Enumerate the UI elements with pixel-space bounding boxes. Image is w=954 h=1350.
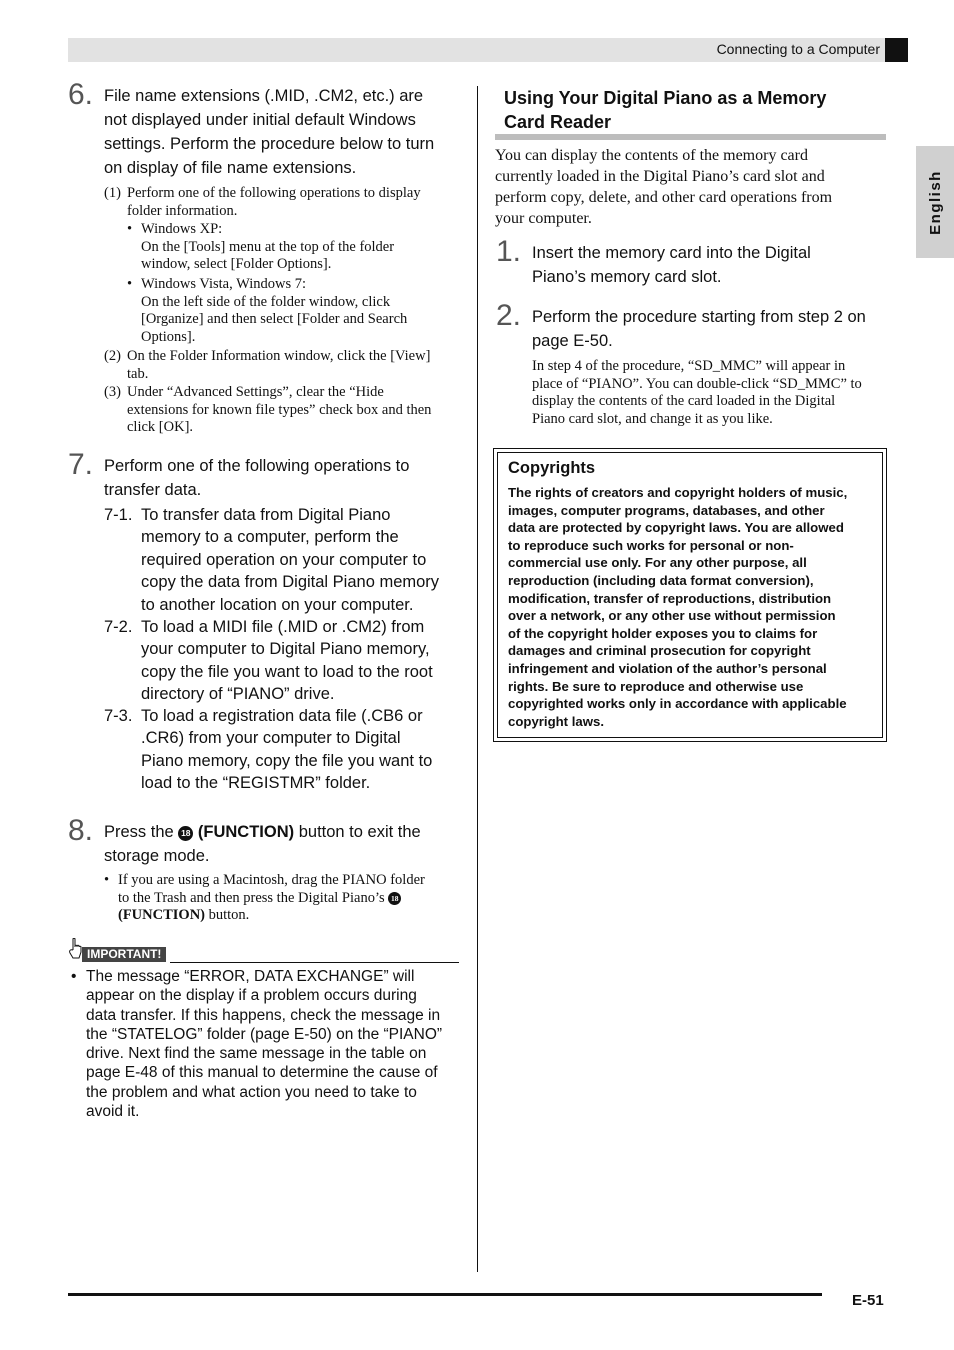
item-7-3-number: 7-3. (104, 707, 133, 725)
footer-rule (68, 1293, 822, 1296)
step-1-number: 1. (496, 235, 522, 268)
item-7-2-text: To load a MIDI file (.MID or .CM2) from your computer to Digital Piano memory, copy the file you want to load to the root directory of “PIANO” drive. (141, 618, 433, 704)
substep-2-number: (2) (104, 348, 121, 364)
important-message: The message “ERROR, DATA EXCHANGE” will appear on the display if a problem occurs during data transfer. If this happens, check the message in the “STATELOG” folder (page E-50) on the “PIANO” drive. Next find the same message in the table on page E-48 of this manual to determine the cause of the problem and what action you need to take to avoid it. (86, 968, 443, 1121)
step-6-text (104, 84, 464, 180)
header-title: Connecting to a Computer (716, 41, 880, 57)
substep-3-text: Under “Advanced Settings”, clear the “Hide extensions for known file types” check box and then click [OK]. (127, 384, 432, 435)
item-7-3-text: To load a registration data file (.CB6 or .CR6) from your computer to Digital Piano memory, copy the file you want to load to the “REGISTMR” folder. (141, 707, 433, 793)
step-8-text: Press the 18 (FUNCTION) button to exit the storage mode. (104, 823, 421, 865)
step-2-text: Perform the procedure starting from step 2 on page E-50. (532, 308, 866, 350)
step-2-note: In step 4 of the procedure, “SD_MMC” will appear in place of “PIANO”. You can double-click “SD_MMC” to display the contents of the card loaded in the Digital Piano card slot, and change it as you like. (532, 358, 862, 427)
substep-3-number: (3) (104, 384, 121, 400)
step-1-text: Insert the memory card into the Digital Piano’s memory card slot. (532, 244, 811, 286)
item-7-1-text: To transfer data from Digital Piano memory to a computer, perform the required operation on your computer to copy the data from Digital Piano memory to another location on your computer. (141, 506, 440, 614)
header-marker (885, 38, 908, 62)
step-6-line: File name extensions (.MID, .CM2, etc.) are (104, 87, 424, 105)
step-6-line: settings. Perform the procedure below to turn (104, 135, 435, 153)
step-6-line: on display of file name extensions. (104, 159, 357, 177)
bullet: • (104, 872, 110, 888)
language-tab-label: English (926, 169, 944, 235)
step-7-text: Perform one of the following operations to transfer data. (104, 457, 410, 499)
step-8-number: 8. (68, 814, 94, 847)
bullet: • (127, 221, 133, 237)
section-title: Using Your Digital Piano as a Memory Card Reader (504, 88, 827, 132)
windows-xp-instructions: Windows XP: On the [Tools] menu at the top of the folder window, select [Folder Options]. (141, 221, 395, 272)
copyrights-text: The rights of creators and copyright holders of music, images, computer programs, databases, and other data are protected by copyright laws. You are allowed to reproduce such works for personal or non- commercial use only. For any other purpose, all reproduction (including data format conversion), modification, transfer of reproductions, distribution over a network, or any other use without permission of the copyright holder exposes you to claims for damages and criminal prosecution for copyright infringement and violation of the author’s personal rights. Be sure to reproduce and otherwise use copyrighted works only in accordance with applicable copyright laws. (508, 485, 848, 729)
function-button-label: (FUNCTION) (197, 823, 295, 841)
step-6-number: 6. (68, 78, 94, 111)
hand-pointer-icon (68, 938, 82, 960)
function-button-number-icon: 18 (388, 892, 401, 905)
important-label: IMPORTANT! (82, 947, 166, 962)
page-number: E-51 (852, 1292, 884, 1309)
substep-1-number: (1) (104, 185, 121, 201)
bullet: • (127, 276, 133, 292)
column-divider (477, 86, 478, 1272)
step-8-note: If you are using a Macintosh, drag the PIANO folder to the Trash and then press the Digital Piano’s 18 (FUNCTION) button. (118, 872, 425, 923)
substep-2-text: On the Folder Information window, click the [View] tab. (127, 348, 431, 382)
function-button-number-icon: 18 (178, 826, 193, 841)
step-2-number: 2. (496, 299, 522, 332)
important-rule (170, 962, 459, 963)
section-intro: You can display the contents of the memory card currently loaded in the Digital Piano’s card slot and perform copy, delete, and other card operations from your computer. (495, 147, 833, 227)
step-6-line: not displayed under initial default Windows (104, 111, 416, 129)
section-rule (495, 134, 886, 140)
bullet: • (71, 968, 77, 985)
windows-vista-instructions: Windows Vista, Windows 7: On the left side of the folder window, click [Organize] and then select [Folder and Search Options]. (141, 276, 408, 345)
item-7-1-number: 7-1. (104, 506, 133, 524)
item-7-2-number: 7-2. (104, 618, 133, 636)
step-7-number: 7. (68, 448, 94, 481)
substep-1-text: Perform one of the following operations to display folder information. (127, 185, 421, 219)
copyrights-title: Copyrights (508, 459, 596, 477)
